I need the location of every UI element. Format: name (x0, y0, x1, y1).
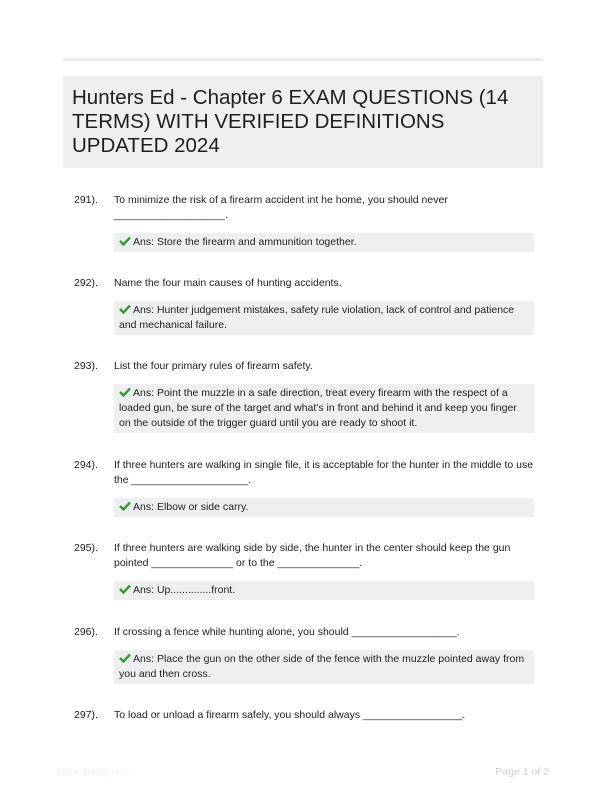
question-text: If three hunters are walking side by side, the hunter in the center should keep the gun pointed ______________ or to the ______________. (114, 542, 511, 569)
question-text: List the four primary rules of firearm safety. (114, 360, 313, 372)
page-title: Hunters Ed - Chapter 6 EXAM QUESTIONS (14 TERMS) WITH VERIFIED DEFINITIONS UPDATED 2024 (72, 86, 509, 157)
page-indicator: Page 1 of 2 (495, 766, 549, 778)
answer-prefix: Ans: (133, 653, 155, 665)
question-number: 296). (74, 626, 98, 638)
check-icon (119, 304, 131, 314)
answer-text: Elbow or side carry. (156, 501, 249, 513)
question-number: 292). (74, 277, 98, 289)
check-icon (119, 584, 131, 594)
question-number: 293). (74, 360, 98, 372)
answer-box (114, 581, 534, 600)
answer-box (114, 233, 534, 252)
title-banner (63, 76, 543, 168)
question-text: If three hunters are walking in single file, it is acceptable for the hunter in the middle to use the ____________________. (114, 459, 534, 486)
question-number: 294). (74, 459, 98, 471)
answer-box (114, 301, 534, 335)
answer-box (114, 384, 534, 433)
answer-prefix: Ans: (133, 304, 155, 316)
answer-text: Point the muzzle in a safe direction, treat every firearm with the respect of a loaded gun, be sure of the target and what's in front and behind it and keep you finger on the outside of the trigger guard until you are ready to shoot it. (119, 387, 517, 429)
answer-prefix: Ans: (133, 387, 155, 399)
check-icon (119, 387, 131, 397)
answer-prefix: Ans: (133, 236, 155, 248)
question-number: 295). (74, 542, 98, 554)
question-number: 297). (74, 709, 98, 721)
top-divider (63, 58, 543, 61)
question-text: Name the four main causes of hunting accidents. (114, 277, 342, 289)
check-icon (119, 653, 131, 663)
answer-text: Store the firearm and ammunition together. (156, 236, 357, 248)
question-text: To minimize the risk of a firearm accident int he home, you should never ___________________. (114, 194, 448, 221)
answer-prefix: Ans: (133, 584, 155, 596)
question-number: 291). (74, 194, 98, 206)
question-text: To load or unload a firearm safely, you should always _________________. (114, 709, 466, 721)
answer-text: Place the gun on the other side of the fence with the muzzle pointed away from you and then cross. (119, 653, 525, 680)
answer-box (114, 498, 534, 517)
footer-watermark: Paperlibrary.com (58, 767, 130, 778)
check-icon (119, 501, 131, 511)
check-icon (119, 236, 131, 246)
answer-prefix: Ans: (133, 501, 155, 513)
answer-box (114, 650, 534, 684)
answer-text: Hunter judgement mistakes, safety rule violation, lack of control and patience and mechanical failure. (119, 304, 515, 331)
question-text: If crossing a fence while hunting alone, you should __________________. (114, 626, 460, 638)
answer-text: Up..............front. (156, 584, 236, 596)
